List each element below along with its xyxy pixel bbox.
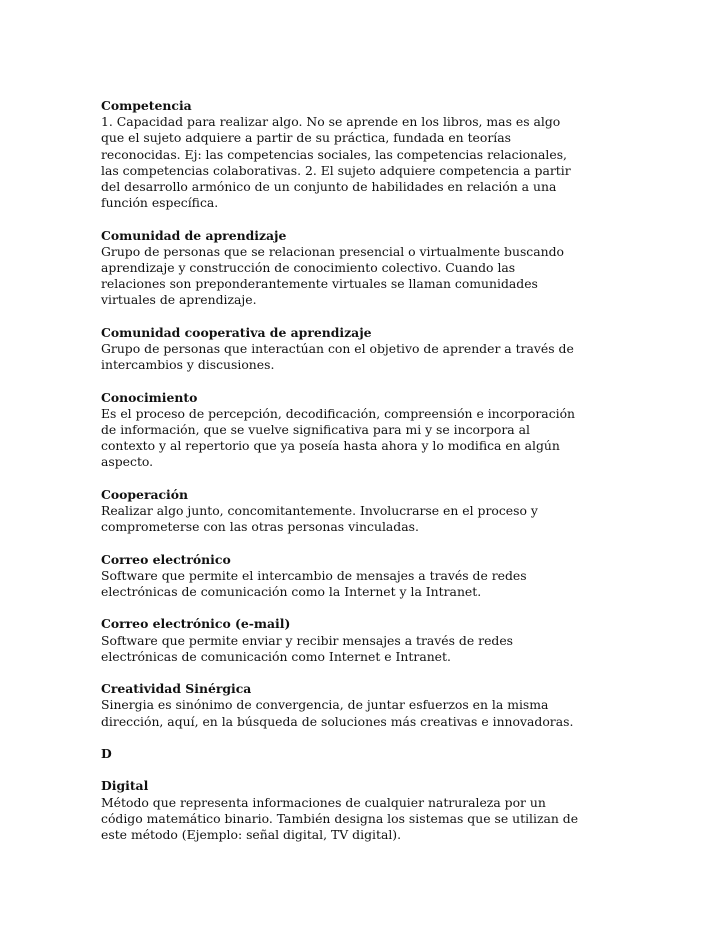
glossary-entry-competencia: [101, 98, 581, 211]
glossary-definition: Sinergia es sinónimo de convergencia, de juntar esfuerzos en la misma dirección, aquí, en la búsqueda de soluciones más creativas e innovadoras.: [101, 697, 574, 729]
glossary-definition: 1. Capacidad para realizar algo. No se aprende en los libros, mas es algo que el sujeto adquiere a partir de su práctica, fundada en teorías reconocidas. Ej: las competencias sociales, las competencias relacionales, las competencias colaborativas. 2. El sujeto adquiere competencia a partir del desarrollo armónico de un conjunto de habilidades en relación a una función específica.: [101, 114, 571, 211]
glossary-definition: Grupo de personas que interactúan con el objetivo de aprender a través de intercambios y discusiones.: [101, 341, 574, 373]
glossary-definition: Es el proceso de percepción, decodificación, compreensión e incorporación de información, que se vuelve significativa para mi y se incorpora al contexto y al repertorio que ya poseía hasta ahora y lo modifica en algún aspecto.: [101, 405, 576, 470]
glossary-term: Conocimiento: [101, 389, 198, 405]
glossary-entry-digital: [101, 778, 581, 843]
glossary-term: Digital: [101, 778, 149, 794]
glossary-entry-comunidad-de-aprendizaje: [101, 228, 581, 309]
glossary-content: [101, 98, 581, 859]
glossary-entry-correo-electronico-email: [101, 616, 581, 665]
glossary-definition: Software que permite enviar y recibir mensajes a través de redes electrónicas de comunicación como Internet e Intranet.: [101, 632, 514, 664]
glossary-definition: Software que permite el intercambio de mensajes a través de redes electrónicas de comunicación como la Internet y la Intranet.: [101, 567, 527, 600]
glossary-definition: Grupo de personas que se relacionan presencial o virtualmente buscando aprendizaje y construcción de conocimiento colectivo. Cuando las relaciones son preponderantemente virtuales se llaman comunidades virtuales de aprendizaje.: [101, 243, 564, 308]
glossary-definition: Método que representa informaciones de cualquier natruraleza por un código matemático binario. También designa los sistemas que se utilizan de este método (Ejemplo: señal digital, TV digital).: [101, 794, 579, 842]
glossary-entry-creatividad-sinergica: [101, 681, 581, 730]
glossary-term: Creatividad Sinérgica: [101, 681, 252, 697]
glossary-entry-conocimiento: [101, 390, 581, 471]
glossary-entry-cooperacion: [101, 487, 581, 536]
glossary-term: Cooperación: [101, 486, 189, 502]
section-letter-heading: D: [101, 746, 112, 761]
glossary-definition: Realizar algo junto, concomitantemente. Involucrarse en el proceso y comprometerse con las otras personas vinculadas.: [101, 503, 538, 535]
glossary-term: Correo electrónico: [101, 551, 231, 567]
glossary-term: Comunidad cooperativa de aprendizaje: [101, 324, 372, 340]
glossary-term: Correo electrónico (e-mail): [101, 616, 291, 632]
glossary-term: Comunidad de aprendizaje: [101, 227, 287, 243]
glossary-entry-comunidad-cooperativa: [101, 325, 581, 374]
glossary-entry-correo-electronico: [101, 552, 581, 601]
glossary-term: Competencia: [101, 98, 192, 113]
